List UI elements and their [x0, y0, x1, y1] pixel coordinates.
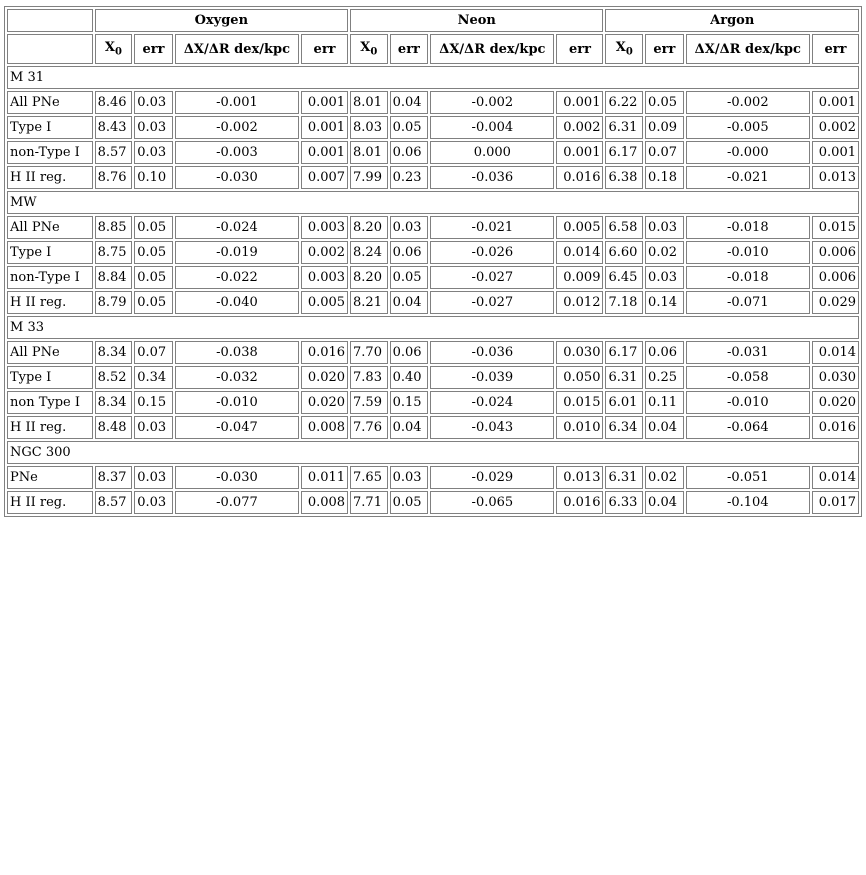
value-cell: 0.25 — [645, 366, 684, 389]
value-cell: 0.017 — [812, 491, 859, 514]
value-cell: 8.48 — [95, 416, 133, 439]
value-cell: 6.38 — [605, 166, 643, 189]
table-row — [7, 416, 859, 439]
value-cell: 6.58 — [605, 216, 643, 239]
value-cell: 0.020 — [301, 391, 348, 414]
value-cell: 0.030 — [556, 341, 603, 364]
value-cell: 0.015 — [556, 391, 603, 414]
value-cell: 6.22 — [605, 91, 643, 114]
value-cell: 8.20 — [350, 216, 388, 239]
value-cell: 0.05 — [390, 266, 429, 289]
value-cell: -0.077 — [175, 491, 299, 514]
value-cell: 0.001 — [556, 141, 603, 164]
value-cell: 0.016 — [301, 341, 348, 364]
galaxy-section-row — [7, 441, 859, 464]
value-cell: 0.013 — [812, 166, 859, 189]
value-cell: 0.002 — [556, 116, 603, 139]
value-cell: 8.34 — [95, 391, 133, 414]
value-cell: 8.01 — [350, 141, 388, 164]
value-cell: 8.37 — [95, 466, 133, 489]
slope-header-argon: ΔX/ΔR dex/kpc — [686, 34, 810, 64]
value-cell: 0.04 — [645, 416, 684, 439]
value-cell: -0.002 — [430, 91, 554, 114]
value-cell: -0.030 — [175, 466, 299, 489]
table-row — [7, 216, 859, 239]
value-cell: 0.14 — [645, 291, 684, 314]
value-cell: 0.03 — [134, 141, 173, 164]
value-cell: 0.07 — [645, 141, 684, 164]
table-row — [7, 366, 859, 389]
value-cell: 8.57 — [95, 491, 133, 514]
row-label: PNe — [7, 466, 93, 489]
row-label: non-Type I — [7, 141, 93, 164]
slope-err-header-neon: err — [556, 34, 603, 64]
value-cell: -0.031 — [686, 341, 810, 364]
value-cell: -0.003 — [175, 141, 299, 164]
value-cell: 0.05 — [134, 291, 173, 314]
value-cell: 7.99 — [350, 166, 388, 189]
value-cell: 0.015 — [812, 216, 859, 239]
value-cell: 0.012 — [556, 291, 603, 314]
value-cell: -0.002 — [175, 116, 299, 139]
group-header-neon: Neon — [350, 9, 603, 32]
galaxy-name: M 33 — [7, 316, 859, 339]
table-body — [7, 66, 859, 514]
value-cell: 0.005 — [556, 216, 603, 239]
value-cell: 0.07 — [134, 341, 173, 364]
value-cell: 7.59 — [350, 391, 388, 414]
value-cell: -0.026 — [430, 241, 554, 264]
value-cell: -0.036 — [430, 166, 554, 189]
value-cell: 0.10 — [134, 166, 173, 189]
value-cell: 0.03 — [390, 216, 429, 239]
value-cell: 8.84 — [95, 266, 133, 289]
value-cell: 6.17 — [605, 141, 643, 164]
value-cell: -0.010 — [686, 391, 810, 414]
row-label: non Type I — [7, 391, 93, 414]
value-cell: 0.014 — [556, 241, 603, 264]
value-cell: 0.05 — [134, 241, 173, 264]
value-cell: 0.40 — [390, 366, 429, 389]
value-cell: 0.009 — [556, 266, 603, 289]
galaxy-name: NGC 300 — [7, 441, 859, 464]
value-cell: 0.029 — [812, 291, 859, 314]
value-cell: -0.010 — [686, 241, 810, 264]
value-cell: 0.02 — [645, 241, 684, 264]
row-label: Type I — [7, 241, 93, 264]
value-cell: 0.03 — [134, 91, 173, 114]
value-cell: -0.030 — [175, 166, 299, 189]
value-cell: 0.03 — [645, 216, 684, 239]
value-cell: 0.11 — [645, 391, 684, 414]
value-cell: 0.001 — [812, 141, 859, 164]
value-cell: 0.007 — [301, 166, 348, 189]
row-label: Type I — [7, 366, 93, 389]
value-cell: 0.03 — [134, 491, 173, 514]
value-cell: 0.06 — [390, 241, 429, 264]
value-cell: 8.85 — [95, 216, 133, 239]
value-cell: 0.15 — [134, 391, 173, 414]
value-cell: -0.038 — [175, 341, 299, 364]
slope-err-header-argon: err — [812, 34, 859, 64]
value-cell: 0.016 — [556, 491, 603, 514]
x0-header-subscript: 0 — [625, 46, 633, 58]
value-cell: 0.02 — [645, 466, 684, 489]
value-cell: 0.014 — [812, 466, 859, 489]
slope-err-header-oxygen: err — [301, 34, 348, 64]
x0-header-base: X — [615, 40, 626, 56]
value-cell: 0.001 — [301, 141, 348, 164]
value-cell: 0.016 — [556, 166, 603, 189]
group-header-oxygen: Oxygen — [95, 9, 348, 32]
err-header-oxygen: err — [134, 34, 173, 64]
abundance-gradient-table — [4, 6, 862, 517]
galaxy-name: M 31 — [7, 66, 859, 89]
value-cell: 0.013 — [556, 466, 603, 489]
table-row — [7, 466, 859, 489]
value-cell: 6.17 — [605, 341, 643, 364]
table-row — [7, 491, 859, 514]
value-cell: -0.022 — [175, 266, 299, 289]
err-header-neon: err — [390, 34, 429, 64]
value-cell: 6.31 — [605, 366, 643, 389]
value-cell: -0.104 — [686, 491, 810, 514]
value-cell: 0.008 — [301, 416, 348, 439]
value-cell: 6.33 — [605, 491, 643, 514]
value-cell: 8.43 — [95, 116, 133, 139]
value-cell: 0.03 — [134, 466, 173, 489]
slope-header-oxygen: ΔX/ΔR dex/kpc — [175, 34, 299, 64]
table-row — [7, 116, 859, 139]
value-cell: -0.005 — [686, 116, 810, 139]
value-cell: -0.000 — [686, 141, 810, 164]
x0-header-subscript: 0 — [370, 46, 378, 58]
galaxy-section-row — [7, 66, 859, 89]
column-header-row — [7, 34, 859, 64]
value-cell: 0.002 — [812, 116, 859, 139]
group-header-row — [7, 9, 859, 32]
value-cell: 0.18 — [645, 166, 684, 189]
value-cell: 8.75 — [95, 241, 133, 264]
x0-header-base: X — [104, 40, 115, 56]
value-cell: 0.001 — [301, 91, 348, 114]
x0-header-neon — [350, 34, 388, 64]
value-cell: 0.050 — [556, 366, 603, 389]
row-label: All PNe — [7, 341, 93, 364]
value-cell: 8.01 — [350, 91, 388, 114]
value-cell: 0.05 — [390, 491, 429, 514]
row-label: H II reg. — [7, 416, 93, 439]
value-cell: 0.006 — [812, 266, 859, 289]
value-cell: 0.03 — [134, 116, 173, 139]
galaxy-section-row — [7, 316, 859, 339]
value-cell: -0.019 — [175, 241, 299, 264]
value-cell: -0.071 — [686, 291, 810, 314]
value-cell: -0.040 — [175, 291, 299, 314]
value-cell: 0.011 — [301, 466, 348, 489]
value-cell: 0.09 — [645, 116, 684, 139]
row-label: non-Type I — [7, 266, 93, 289]
value-cell: 0.030 — [812, 366, 859, 389]
value-cell: 6.60 — [605, 241, 643, 264]
value-cell: 0.001 — [301, 116, 348, 139]
value-cell: -0.047 — [175, 416, 299, 439]
x0-header-oxygen — [95, 34, 133, 64]
row-label: All PNe — [7, 91, 93, 114]
value-cell: 0.03 — [390, 466, 429, 489]
value-cell: -0.051 — [686, 466, 810, 489]
value-cell: 0.03 — [134, 416, 173, 439]
value-cell: 7.65 — [350, 466, 388, 489]
x0-header-argon — [605, 34, 643, 64]
value-cell: 7.18 — [605, 291, 643, 314]
table-row — [7, 291, 859, 314]
value-cell: 0.010 — [556, 416, 603, 439]
galaxy-name: MW — [7, 191, 859, 214]
value-cell: -0.018 — [686, 266, 810, 289]
value-cell: 0.000 — [430, 141, 554, 164]
value-cell: -0.065 — [430, 491, 554, 514]
row-label: H II reg. — [7, 491, 93, 514]
value-cell: 0.06 — [645, 341, 684, 364]
value-cell: 0.008 — [301, 491, 348, 514]
value-cell: -0.027 — [430, 266, 554, 289]
corner-cell — [7, 34, 93, 64]
value-cell: -0.024 — [175, 216, 299, 239]
value-cell: 8.46 — [95, 91, 133, 114]
value-cell: 0.001 — [812, 91, 859, 114]
value-cell: 6.45 — [605, 266, 643, 289]
value-cell: -0.027 — [430, 291, 554, 314]
value-cell: -0.018 — [686, 216, 810, 239]
value-cell: 0.04 — [390, 291, 429, 314]
value-cell: -0.058 — [686, 366, 810, 389]
value-cell: 0.03 — [645, 266, 684, 289]
value-cell: 0.05 — [134, 216, 173, 239]
corner-cell — [7, 9, 93, 32]
value-cell: 0.04 — [645, 491, 684, 514]
row-label: All PNe — [7, 216, 93, 239]
group-header-argon: Argon — [605, 9, 859, 32]
galaxy-section-row — [7, 191, 859, 214]
table-row — [7, 166, 859, 189]
row-label: Type I — [7, 116, 93, 139]
value-cell: -0.039 — [430, 366, 554, 389]
slope-header-neon: ΔX/ΔR dex/kpc — [430, 34, 554, 64]
value-cell: 6.31 — [605, 116, 643, 139]
row-label: H II reg. — [7, 166, 93, 189]
value-cell: 8.20 — [350, 266, 388, 289]
x0-header-subscript: 0 — [114, 46, 122, 58]
value-cell: 8.24 — [350, 241, 388, 264]
table-row — [7, 91, 859, 114]
value-cell: 8.03 — [350, 116, 388, 139]
value-cell: -0.024 — [430, 391, 554, 414]
value-cell: 0.005 — [301, 291, 348, 314]
value-cell: 0.001 — [556, 91, 603, 114]
table-row — [7, 341, 859, 364]
value-cell: 0.34 — [134, 366, 173, 389]
value-cell: 0.003 — [301, 266, 348, 289]
table-row — [7, 266, 859, 289]
value-cell: 0.014 — [812, 341, 859, 364]
value-cell: 0.05 — [645, 91, 684, 114]
value-cell: -0.029 — [430, 466, 554, 489]
table-header — [7, 9, 859, 64]
value-cell: 0.15 — [390, 391, 429, 414]
value-cell: -0.036 — [430, 341, 554, 364]
value-cell: 0.002 — [301, 241, 348, 264]
value-cell: 0.05 — [390, 116, 429, 139]
value-cell: 8.79 — [95, 291, 133, 314]
value-cell: 8.21 — [350, 291, 388, 314]
value-cell: -0.002 — [686, 91, 810, 114]
row-label: H II reg. — [7, 291, 93, 314]
err-header-argon: err — [645, 34, 684, 64]
value-cell: 0.006 — [812, 241, 859, 264]
value-cell: -0.043 — [430, 416, 554, 439]
value-cell: -0.001 — [175, 91, 299, 114]
value-cell: 0.016 — [812, 416, 859, 439]
value-cell: 7.70 — [350, 341, 388, 364]
value-cell: 7.76 — [350, 416, 388, 439]
value-cell: 6.31 — [605, 466, 643, 489]
value-cell: 8.34 — [95, 341, 133, 364]
value-cell: 8.57 — [95, 141, 133, 164]
value-cell: 7.71 — [350, 491, 388, 514]
value-cell: 6.01 — [605, 391, 643, 414]
value-cell: -0.010 — [175, 391, 299, 414]
table-row — [7, 141, 859, 164]
value-cell: 0.020 — [812, 391, 859, 414]
value-cell: -0.032 — [175, 366, 299, 389]
value-cell: -0.064 — [686, 416, 810, 439]
value-cell: -0.021 — [430, 216, 554, 239]
value-cell: 0.06 — [390, 341, 429, 364]
x0-header-base: X — [360, 40, 371, 56]
value-cell: 0.06 — [390, 141, 429, 164]
value-cell: 0.05 — [134, 266, 173, 289]
value-cell: -0.004 — [430, 116, 554, 139]
value-cell: 8.52 — [95, 366, 133, 389]
value-cell: 0.23 — [390, 166, 429, 189]
value-cell: 7.83 — [350, 366, 388, 389]
value-cell: -0.021 — [686, 166, 810, 189]
value-cell: 6.34 — [605, 416, 643, 439]
value-cell: 0.04 — [390, 91, 429, 114]
value-cell: 0.04 — [390, 416, 429, 439]
value-cell: 0.020 — [301, 366, 348, 389]
table-row — [7, 391, 859, 414]
value-cell: 8.76 — [95, 166, 133, 189]
value-cell: 0.003 — [301, 216, 348, 239]
table-row — [7, 241, 859, 264]
